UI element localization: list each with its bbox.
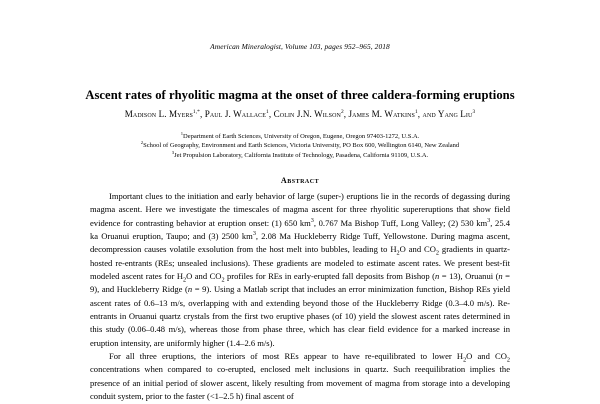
affiliation-text: School of Geography, Environment and Earth Sciences, Victoria University, PO Box 600, Wellington 6140, New Zealand: [143, 142, 460, 150]
abstract-text: profiles for REs in early-erupted fall deposits from Bishop (: [224, 271, 435, 282]
abstract-body: [90, 190, 510, 404]
subscript: 2: [435, 250, 439, 258]
abstract-text: = 9), and Huckleberry Ridge (: [90, 271, 511, 295]
author-affiliation-marker: 1: [266, 108, 269, 115]
author-name: Paul J. Wallace: [204, 109, 267, 119]
sample-size-symbol: n: [498, 271, 503, 282]
abstract-text: = 13), Oruanui (: [439, 271, 499, 282]
author-affiliation-marker: 1,*: [192, 108, 200, 115]
author-affiliation-marker: 2: [340, 108, 344, 115]
abstract-text: gradients in quartz-hosted re-entrants (REs; unsealed inclusions). These gradients are modeled to estimate ascent rates. We present best-fit modeled ascent rates for H: [90, 244, 510, 282]
affiliation-item: [20, 151, 580, 160]
abstract-heading: Abstract: [280, 176, 320, 185]
abstract-text: O and CO: [186, 271, 222, 282]
subscript: 2: [396, 250, 400, 258]
abstract-text: = 9). Using a Matlab script that includes an error minimization function, Bishop REs yield ascent rates of 0.6–13 m/s, overlapping with and extending beyond those of the Huckleberry Ridge (0.3–4.0 m/s). Re-entrants in Oruanui quartz crystals from the first two eruptive phases (of 10) yield the slowest ascent rates determined in this study (0.06–0.48 m/s), whereas those from phase three, which has clear field evidence for a marked increase in eruption intensity, are uniformly higher (1.4–2.6 m/s).: [90, 284, 510, 348]
author-affiliation-marker: 3: [472, 108, 476, 115]
sample-size-symbol: n: [435, 271, 440, 282]
superscript: 3: [487, 216, 491, 224]
sample-size-symbol: n: [187, 284, 193, 295]
subscript: 2: [183, 276, 187, 284]
abstract-paragraph-1: [90, 190, 510, 350]
affiliation-item: [20, 132, 580, 141]
abstract-text: , 25.4 ka Oruanui eruption, Taupo; and (3) 2500 km: [90, 217, 511, 242]
superscript: 3: [310, 216, 314, 224]
affiliation-marker: 2: [140, 140, 144, 146]
abstract-text: O and CO: [466, 351, 507, 362]
journal-running-head: American Mineralogist, Volume 103, pages 952–965, 2018: [210, 42, 390, 51]
author-name: James M. Watkins: [348, 109, 415, 119]
abstract-paragraph-2: [90, 350, 510, 403]
affiliation-text: Jet Propulsion Laboratory, California Institute of Technology, Pasadena, California 91109, U.S.A.: [174, 151, 429, 159]
abstract-text: , 0.767 Ma Bishop Tuff, Long Valley; (2) 530 km: [313, 217, 488, 228]
abstract-text: For all three eruptions, the interiors of most REs appear to have re-equilibrated to lower H: [109, 351, 464, 362]
subscript: 2: [463, 356, 467, 364]
author-affiliation-marker: 1: [415, 108, 418, 115]
author-name: Yang Liu: [437, 109, 473, 119]
affiliation-marker: 1: [180, 130, 183, 136]
superscript: 3: [252, 230, 256, 238]
subscript: 2: [221, 276, 225, 284]
abstract-text: concentrations when compared to co-erupted, enclosed melt inclusions in quartz. Such reequilibration implies the presence of an initial period of slower ascent, likely resulting from movement of magma from storage into a developing conduit system, prior to the faster (<1–2.5 h) final ascent of: [90, 364, 510, 402]
page-title: Ascent rates of rhyolitic magma at the onset of three caldera-forming eruptions: [85, 88, 515, 103]
subscript: 2: [506, 356, 510, 364]
author-name: Colin J.N. Wilson: [273, 109, 341, 119]
author-conjunction: and: [422, 109, 436, 119]
abstract-text: Important clues to the initiation and early behavior of large (super-) eruptions lie in the records of degassing during magma ascent. Here we investigate the timescales of magma ascent for three rhyolitic supereruptions that show field evidence for contrasting behavior at eruption onset: (1) 650 km: [90, 191, 510, 228]
affiliation-text: Department of Earth Sciences, University of Oregon, Eugene, Oregon 97403-1272, U.S.A.: [183, 133, 420, 140]
abstract-text: , 2.08 Ma Huckleberry Ridge Tuff, Yellowstone. During magma ascent, decompression causes volatile exsolution from the host melt into bubbles, leading to H: [90, 231, 510, 255]
author-list: Madison L. Myers$^{1,*}$, Paul J. Wallace$^1$, Colin J.N. Wilson$^2$, James M. Watkins$^1$, and Yang Liu$^3$: [124, 108, 476, 119]
affiliation-list: [20, 132, 580, 160]
author-name: Madison L. Myers: [124, 109, 193, 119]
abstract-text: O and CO: [399, 244, 436, 255]
affiliation-marker: 3: [171, 149, 175, 155]
affiliation-item: [20, 141, 580, 150]
